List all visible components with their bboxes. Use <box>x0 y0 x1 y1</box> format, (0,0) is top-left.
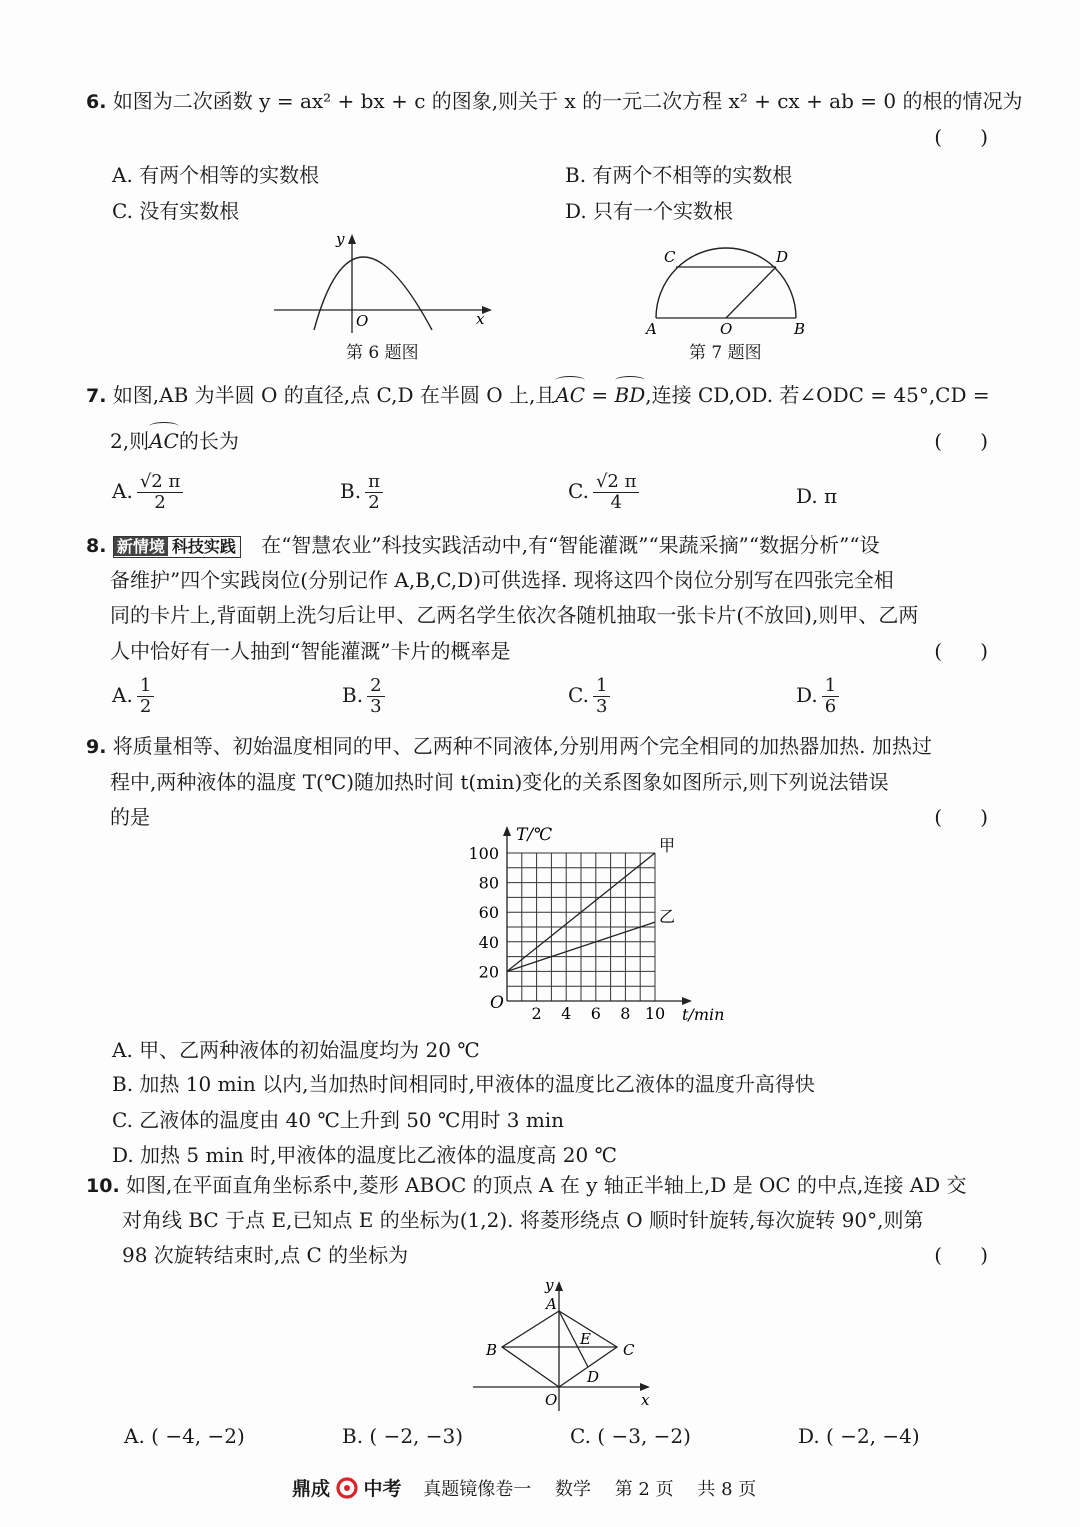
label-x: x <box>641 1391 650 1409</box>
question-text: 如图,AB 为半圆 O 的直径,点 C,D 在半圆 O 上,且 <box>112 383 556 407</box>
option-text: π <box>824 484 838 508</box>
origin-label: O <box>490 993 504 1013</box>
fraction <box>137 472 183 513</box>
answer-paren: ( ) <box>934 125 988 149</box>
x-axis-arrow-icon <box>640 1383 650 1391</box>
page-total: 共 8 页 <box>697 1479 757 1500</box>
numerator: √2 π <box>593 472 639 493</box>
label-b: B <box>486 1341 498 1359</box>
question-text: 的长为 <box>178 429 239 453</box>
temperature-chart <box>460 820 725 1030</box>
option-a: A. 有两个相等的实数根 <box>112 163 320 187</box>
label-o: O <box>545 1391 558 1409</box>
numerator: 1 <box>137 676 154 697</box>
x-tick-label: 4 <box>561 1004 572 1023</box>
equals: = <box>585 383 615 407</box>
option-a <box>112 472 183 513</box>
question-text: 备维护”四个实践岗位(分别记作 A,B,C,D)可供选择. 现将这四个岗位分别写在四张完全相 <box>110 568 894 592</box>
x-tick-label: 2 <box>531 1004 542 1023</box>
denominator: 2 <box>139 696 152 717</box>
target-logo-icon <box>336 1477 358 1499</box>
fraction <box>593 676 610 717</box>
question-text: 在“智慧农业”科技实践活动中,有“智能灌溉”“果蔬采摘”“数据分析”“设 <box>261 533 880 557</box>
option-b: B. 加热 10 min 以内,当加热时间相同时,甲液体的温度比乙液体的温度升高得快 <box>112 1072 815 1096</box>
answer-paren: ( ) <box>934 429 988 453</box>
label-a: A <box>546 1295 557 1313</box>
semicircle-arc <box>656 248 796 318</box>
option-a: A. ( −4, −2) <box>124 1424 245 1448</box>
paper-series: 真题镜像卷一 <box>423 1479 532 1500</box>
numerator: √2 π <box>137 472 183 493</box>
question-text: 将质量相等、初始温度相同的甲、乙两种不同液体,分别用两个完全相同的加热器加热. 加热过 <box>112 734 932 758</box>
denominator: 6 <box>824 696 837 717</box>
question-tag <box>113 536 241 558</box>
parabola-figure <box>270 228 500 338</box>
option-b <box>340 472 383 513</box>
y-label: y <box>336 230 345 248</box>
question-text: 2,则 <box>110 429 150 453</box>
option-c: C. 乙液体的温度由 40 ℃上升到 50 ℃用时 3 min <box>112 1108 565 1132</box>
y-tick-label: 20 <box>478 962 499 982</box>
fraction <box>367 676 384 717</box>
denominator: 3 <box>595 696 608 717</box>
question-text: ,连接 CD,OD. 若∠ODC = 45°,CD = <box>645 383 990 407</box>
tag-tech-practice: 科技实践 <box>171 536 236 556</box>
option-label: B. <box>340 479 362 503</box>
arc-bd: BD <box>614 383 646 407</box>
option-c <box>568 472 639 513</box>
arc-ac: AC <box>149 429 179 453</box>
answer-paren: ( ) <box>934 639 988 663</box>
option-d: D. 加热 5 min 时,甲液体的温度比乙液体的温度高 20 ℃ <box>112 1143 617 1167</box>
option-b: B. 有两个不相等的实数根 <box>565 163 793 187</box>
label-y: y <box>545 1276 554 1294</box>
x-tick-label: 8 <box>620 1004 631 1023</box>
answer-paren: ( ) <box>934 1243 988 1267</box>
option-label: A. <box>112 479 133 503</box>
brand-name-right: 中考 <box>363 1478 402 1500</box>
question-text: 人中恰好有一人抽到“智能灌溉”卡片的概率是 <box>110 639 511 663</box>
question-number: 6. <box>86 91 107 113</box>
option-d: D. 只有一个实数根 <box>565 199 734 223</box>
fraction <box>137 676 154 717</box>
fraction <box>365 472 383 513</box>
question-number: 9. <box>86 736 107 758</box>
denominator: 4 <box>610 492 622 513</box>
y-axis-arrow-icon <box>555 1281 563 1291</box>
series-label: 甲 <box>659 836 676 855</box>
label-e: E <box>580 1330 591 1348</box>
option-c <box>568 676 610 717</box>
option-label: A. <box>112 683 133 707</box>
option-b: B. ( −2, −3) <box>342 1424 464 1448</box>
option-label: C. <box>568 479 589 503</box>
label-d: D <box>587 1368 600 1386</box>
question-9-stem <box>86 734 932 759</box>
denominator: 3 <box>370 696 382 717</box>
y-tick-label: 60 <box>478 903 499 923</box>
segment-od <box>726 267 776 318</box>
parabola-curve <box>314 257 432 330</box>
chart-grid <box>507 853 655 1001</box>
denominator: 2 <box>154 492 166 513</box>
semicircle-figure <box>640 240 815 340</box>
figure-6-caption: 第 6 题图 <box>346 343 419 363</box>
option-d: D. ( −2, −4) <box>798 1424 920 1448</box>
figure-7-caption: 第 7 题图 <box>689 343 762 363</box>
option-label: C. <box>568 683 589 707</box>
question-text: 程中,两种液体的温度 T(℃)随加热时间 t(min)变化的关系图象如图所示,则下列说法错误 <box>110 770 889 794</box>
x-axis-arrow-icon <box>682 997 692 1005</box>
option-d <box>796 484 837 508</box>
option-b <box>342 676 385 717</box>
fraction <box>593 472 639 513</box>
question-text: 98 次旋转结束时,点 C 的坐标为 <box>122 1243 409 1267</box>
y-tick-label: 80 <box>478 873 499 893</box>
question-text: 同的卡片上,背面朝上洗匀后让甲、乙两名学生依次各随机抽取一张卡片(不放回),则甲、乙两 <box>110 603 919 627</box>
question-number: 8. <box>86 535 107 557</box>
rhombus-figure <box>470 1275 670 1415</box>
option-label: D. <box>796 683 818 707</box>
option-c: C. 没有实数根 <box>112 199 240 223</box>
numerator: π <box>365 472 383 493</box>
subject: 数学 <box>554 1479 591 1500</box>
question-text: 对角线 BC 于点 E,已知点 E 的坐标为(1,2). 将菱形绕点 O 顺时针旋转,每次旋转 90°,则第 <box>122 1208 924 1232</box>
page-footer <box>292 1474 756 1501</box>
question-text: 如图,在平面直角坐标系中,菱形 ABOC 的顶点 A 在 y 轴正半轴上,D 是 OC 的中点,连接 AD 交 <box>126 1173 967 1197</box>
numerator: 1 <box>822 676 839 697</box>
brand-name-left: 鼎成 <box>292 1478 331 1500</box>
question-10-stem <box>86 1173 967 1198</box>
y-tick-label: 100 <box>468 844 499 863</box>
label-d: D <box>776 248 789 266</box>
question-7-stem <box>86 383 990 408</box>
numerator: 1 <box>593 676 610 697</box>
option-d <box>796 676 839 717</box>
arc-ac: AC <box>555 383 586 407</box>
option-label: D. <box>796 484 818 508</box>
origin-label: O <box>356 312 369 330</box>
y-axis-arrow-icon <box>503 826 511 836</box>
x-label: x <box>476 310 485 328</box>
page-number: 第 2 页 <box>614 1479 674 1500</box>
x-tick-label: 10 <box>644 1004 666 1023</box>
denominator: 2 <box>368 492 380 513</box>
tag-new-context: 新情境 <box>114 537 168 556</box>
label-b: B <box>794 320 806 338</box>
label-o: O <box>720 320 733 338</box>
x-tick-label: 6 <box>590 1004 601 1023</box>
label-a: A <box>646 320 657 338</box>
question-7-stem-line2 <box>110 429 239 453</box>
question-6-stem <box>86 89 1022 114</box>
option-a: A. 甲、乙两种液体的初始温度均为 20 ℃ <box>112 1038 480 1062</box>
series-label: 乙 <box>659 907 676 927</box>
question-text: 的是 <box>110 805 150 829</box>
question-8-stem <box>86 533 880 558</box>
y-axis-arrow-icon <box>348 234 356 244</box>
y-axis-label: T/℃ <box>516 825 553 845</box>
option-c: C. ( −3, −2) <box>570 1424 691 1448</box>
option-a <box>112 676 154 717</box>
option-label: B. <box>342 683 364 707</box>
fraction <box>822 676 839 717</box>
answer-paren: ( ) <box>934 805 988 829</box>
label-c: C <box>664 248 676 266</box>
question-text: 如图为二次函数 y = ax² + bx + c 的图象,则关于 x 的一元二次方程 x² + cx + ab = 0 的根的情况为 <box>112 89 1023 113</box>
numerator: 2 <box>367 676 384 697</box>
label-c: C <box>623 1341 635 1359</box>
y-tick-label: 40 <box>478 932 499 952</box>
x-axis-label: t/min <box>682 1005 725 1024</box>
question-number: 10. <box>86 1175 120 1197</box>
question-number: 7. <box>86 385 107 407</box>
